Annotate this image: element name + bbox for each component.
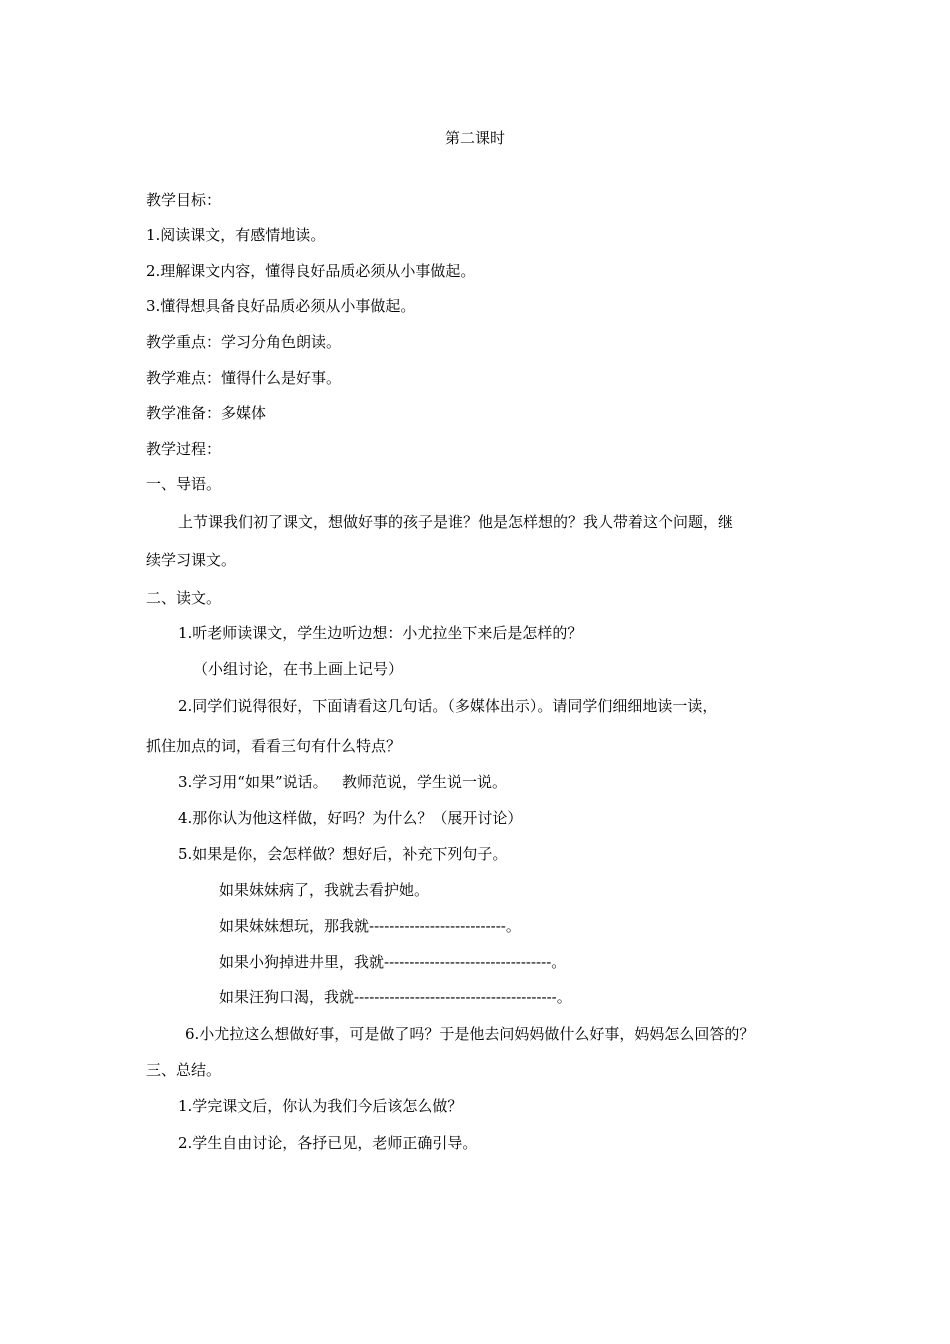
fill-in-sentence: 如果汪狗口渴，我就----------------------------------------。	[219, 988, 572, 1006]
section2-item-2-line: 抓住加点的词，看看三句有什么特点？	[146, 737, 402, 755]
section1-paragraph-line: 续学习课文。	[146, 551, 237, 569]
preparation: 教学准备：多媒体	[146, 404, 267, 422]
process-heading: 教学过程：	[146, 440, 222, 458]
objectives-heading: 教学目标：	[146, 191, 222, 209]
fill-in-sentence: 如果妹妹想玩，那我就---------------------------。	[219, 917, 521, 935]
section1-heading: 一、导语。	[146, 475, 222, 493]
section2-item-2-line: 2.同学们说得很好，下面请看这几句话。（多媒体出示）。请同学们细细地读一读，	[178, 697, 718, 715]
example-sentence: 如果妹妹病了，我就去看护她。	[219, 881, 430, 899]
difficulty: 教学难点：懂得什么是好事。	[146, 369, 342, 387]
section1-paragraph-line: 上节课我们初了课文，想做好事的孩子是谁？他是怎样想的？我人带着这个问题，继	[178, 513, 734, 531]
section2-item-1: 1.听老师读课文，学生边听边想：小尤拉坐下来后是怎样的？	[178, 624, 583, 642]
key-point: 教学重点：学习分角色朗读。	[146, 333, 342, 351]
section2-item-6: 6.小尤拉这么想做好事，可是做了吗？于是他去问妈妈做什么好事，妈妈怎么回答的？	[185, 1025, 755, 1043]
section2-heading: 二、读文。	[146, 589, 222, 607]
objective-item: 2.理解课文内容，懂得良好品质必须从小事做起。	[146, 262, 476, 280]
section2-item-1-note: （小组讨论，在书上画上记号）	[193, 660, 404, 678]
section3-item-1: 1.学完课文后，你认为我们今后该怎么做？	[178, 1097, 463, 1115]
section3-heading: 三、总结。	[146, 1061, 222, 1079]
section3-item-2: 2.学生自由讨论，各抒已见，老师正确引导。	[178, 1134, 478, 1152]
section2-item-5: 5.如果是你，会怎样做？想好后，补充下列句子。	[178, 845, 508, 863]
objective-item: 1.阅读课文，有感情地读。	[146, 226, 326, 244]
fill-in-sentence: 如果小狗掉进井里，我就---------------------------------。	[219, 953, 567, 971]
section2-item-4: 4.那你认为他这样做，好吗？为什么？（展开讨论）	[178, 809, 523, 827]
section2-item-3: 3.学习用“如果”说话。 教师范说，学生说一说。	[178, 773, 507, 791]
objective-item: 3.懂得想具备良好品质必须从小事做起。	[146, 297, 416, 315]
page-title: 第二课时	[444, 129, 505, 147]
